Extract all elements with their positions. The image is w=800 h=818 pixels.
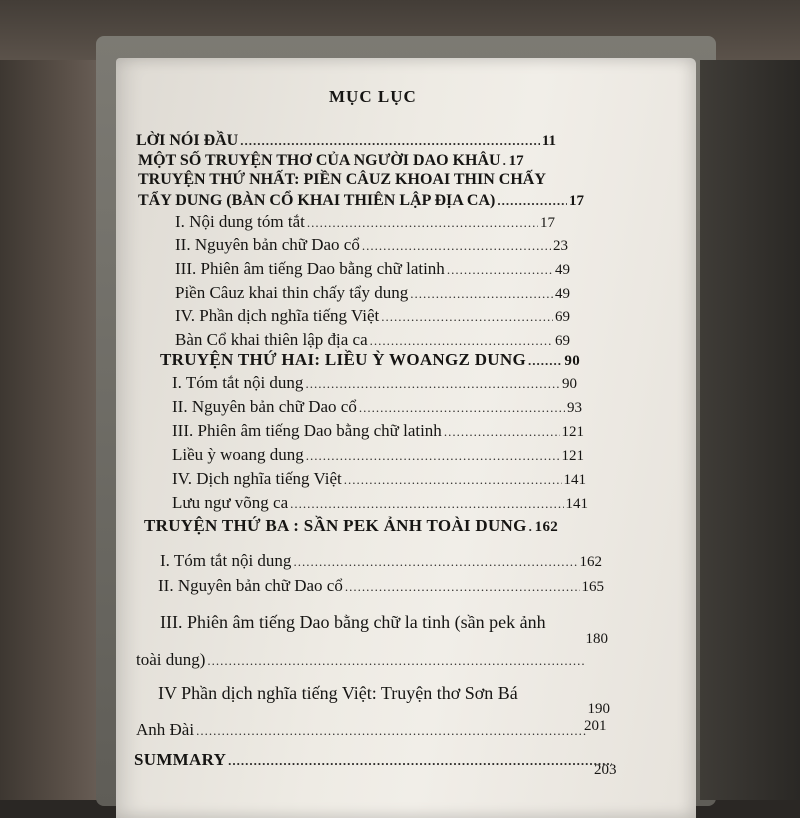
toc-entry	[175, 235, 568, 256]
toc-entry	[134, 750, 614, 771]
toc-entry-page: 49	[555, 262, 570, 278]
toc-entry	[172, 493, 588, 514]
toc-entry-page: 93	[567, 400, 582, 416]
toc-entry	[136, 631, 608, 671]
toc-entry	[160, 350, 580, 371]
toc-entry-page: 49	[555, 286, 570, 302]
toc-entry-label: SUMMARY	[134, 750, 227, 769]
toc-entry	[144, 516, 600, 537]
toc-entry-label: I. Tóm tắt nội dung	[172, 373, 304, 392]
toc-entry-label: TRUYỆN THỨ NHẤT: PIỀN CÂUZ KHOAI THIN CHẤY	[138, 171, 546, 188]
toc-entry-label: I. Tóm tắt nội dung	[160, 551, 292, 570]
toc-entry-page: 11	[541, 133, 556, 149]
leader-dots	[497, 191, 567, 211]
toc-entry-label: toài dung)	[136, 650, 206, 669]
toc-entry-page: 90	[562, 376, 577, 392]
toc-entry	[172, 397, 582, 418]
toc-entry-label: II. Nguyên bản chữ Dao cổ	[158, 576, 343, 595]
toc-entry-label: TẨY DUNG (BÀN CỔ KHAI THIÊN LẬP ĐỊA CA)	[138, 192, 496, 209]
leader-dots	[370, 331, 553, 351]
toc-entry-label: LỜI NÓI ĐẦU	[136, 132, 239, 149]
toc-entry-label: III. Phiên âm tiếng Dao bằng chữ latinh	[172, 421, 442, 440]
toc-entry-page: 141	[565, 496, 588, 512]
toc-entry-label: Piền Câuz khai thin chấy tẩy dung	[175, 283, 409, 302]
toc-entry	[175, 306, 570, 327]
toc-entry-page: 69	[555, 333, 570, 349]
leader-dots	[503, 151, 507, 171]
toc-entry-label: IV. Phần dịch nghĩa tiếng Việt	[175, 306, 380, 325]
toc-entry	[172, 373, 577, 394]
toc-entry-page: 201	[584, 718, 607, 734]
leader-dots	[444, 422, 560, 442]
toc-entry	[158, 576, 604, 597]
toc-entry-label: I. Nội dung tóm tắt	[175, 212, 305, 231]
leader-dots	[362, 236, 551, 256]
toc-entry	[138, 191, 584, 211]
leader-dots	[228, 751, 612, 771]
leader-dots	[529, 517, 533, 537]
toc-title: MỤC LỤC	[329, 87, 417, 106]
toc-entry-page: 190	[587, 701, 610, 717]
leader-dots	[528, 351, 562, 371]
toc-entry-page: 23	[553, 238, 568, 254]
toc-entry-label: Lưu ngư võng ca	[172, 493, 289, 512]
toc-entry-label: TRUYỆN THỨ HAI: LIỀU Ỳ WOANGZ DUNG	[160, 350, 526, 369]
toc-entry-label: III. Phiên âm tiếng Dao bằng chữ latinh	[175, 259, 445, 278]
toc-entry-page: 141	[563, 472, 586, 488]
toc-entry-page: 121	[561, 424, 584, 440]
toc-entry	[175, 212, 555, 233]
leader-dots	[359, 398, 565, 418]
leader-dots	[345, 577, 580, 597]
toc-entry-page: 121	[561, 448, 584, 464]
toc-entry-label: MỘT SỐ TRUYỆN THƠ CỦA NGƯỜI DAO KHÂU	[138, 152, 501, 169]
toc-entry-label: II. Nguyên bản chữ Dao cổ	[175, 235, 360, 254]
toc-entry-label: Anh Đài	[136, 720, 195, 739]
toc-entry	[160, 551, 602, 572]
toc-entry-label: Liều ỳ woang dung	[172, 445, 304, 464]
toc-entry-page: 180	[585, 631, 608, 647]
toc-entry-label: III. Phiên âm tiếng Dao bằng chữ la tinh (sần pek ảnh	[160, 612, 546, 632]
toc-entry-page: 90	[564, 353, 580, 369]
toc-entry	[172, 421, 584, 442]
leader-dots	[307, 213, 538, 233]
page-number: 203	[594, 762, 617, 778]
leader-dots	[293, 552, 577, 572]
toc-entry-page: 165	[581, 579, 604, 595]
leader-dots	[381, 307, 553, 327]
leader-dots	[410, 284, 553, 304]
leader-dots	[290, 494, 563, 514]
toc-entry	[175, 283, 570, 304]
toc-entry-page: 162	[579, 554, 602, 570]
toc-entry-label: II. Nguyên bản chữ Dao cổ	[172, 397, 357, 416]
toc-entry	[172, 469, 586, 490]
leader-dots	[447, 260, 553, 280]
toc-entry	[175, 259, 570, 280]
leader-dots	[240, 131, 540, 151]
toc-entry-page: 17	[569, 193, 584, 209]
toc-entry-label: TRUYỆN THỨ BA : SẦN PEK ẢNH TOÀI DUNG	[144, 516, 527, 535]
toc-entry-page: 17	[540, 215, 555, 231]
leader-dots	[305, 374, 560, 394]
leader-dots	[196, 721, 585, 741]
leader-dots	[306, 446, 560, 466]
leader-dots	[344, 470, 562, 490]
toc-entry	[138, 151, 586, 171]
toc-entry-page: 162	[534, 519, 559, 535]
toc-entry	[136, 701, 610, 741]
leader-dots	[207, 651, 583, 671]
toc-entry	[172, 445, 584, 466]
toc-entry-label: IV. Dịch nghĩa tiếng Việt	[172, 469, 342, 488]
toc-entry-label: Bàn Cổ khai thiên lập địa ca	[175, 330, 368, 349]
toc-entry-label: IV Phần dịch nghĩa tiếng Việt: Truyện thơ Sơn Bá	[158, 683, 518, 703]
toc-entry-page: 69	[555, 309, 570, 325]
toc-entry	[175, 330, 570, 351]
toc-entry	[136, 131, 556, 151]
toc-entry-page: 17	[508, 153, 524, 169]
